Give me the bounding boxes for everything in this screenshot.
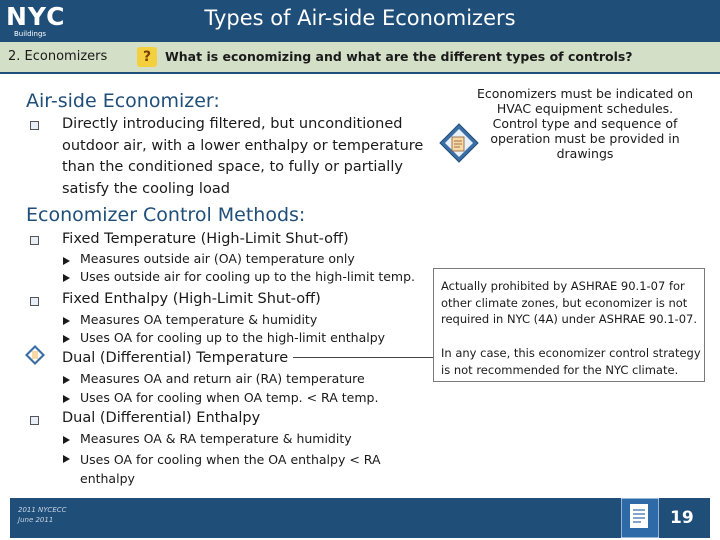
nyc-buildings-logo bbox=[6, 4, 92, 38]
method-fixed-enthalpy: Fixed Enthalpy (High-Limit Shut-off) bbox=[62, 291, 321, 307]
subheader-bar bbox=[0, 42, 720, 74]
footer-info bbox=[18, 505, 67, 525]
arrow-bullet-icon bbox=[63, 335, 70, 343]
method-fixed-temperature: Fixed Temperature (High-Limit Shut-off) bbox=[62, 231, 349, 247]
arrow-bullet-icon bbox=[63, 455, 70, 463]
page-number: 19 bbox=[670, 508, 694, 528]
logo-text: NYC bbox=[6, 2, 66, 31]
method-detail: Measures OA & RA temperature & humidity bbox=[80, 431, 352, 446]
heading-air-side-economizer: Air-side Economizer: bbox=[26, 90, 220, 112]
info-diamond-icon bbox=[24, 344, 46, 366]
method-dual-enthalpy: Dual (Differential) Enthalpy bbox=[62, 410, 261, 426]
footer-code: 2011 NYCECC bbox=[18, 506, 67, 514]
economizer-definition: Directly introducing filtered, but unconditioned outdoor air, with a lower enthalpy or temperature than the conditioned space, to fully or partially satisfy the cooling load bbox=[62, 116, 424, 197]
arrow-bullet-icon bbox=[63, 436, 70, 444]
method-detail: Uses outside air for cooling up to the high-limit temp. bbox=[80, 269, 415, 284]
square-bullet-icon bbox=[30, 236, 39, 245]
ashrae-callout-box bbox=[433, 268, 705, 382]
method-detail: Measures OA and return air (RA) temperature bbox=[80, 371, 365, 386]
page-title: Types of Air-side Economizers bbox=[204, 6, 516, 30]
page-subtitle: What is economizing and what are the different types of controls? bbox=[165, 49, 633, 64]
method-detail: Measures OA temperature & humidity bbox=[80, 312, 318, 327]
arrow-bullet-icon bbox=[63, 376, 70, 384]
ashrae-note-text: Actually prohibited by ASHRAE 90.1-07 for other climate zones, but economizer is not required in NYC (4A) under ASHRAE 90.1-07. bbox=[441, 279, 697, 326]
schedule-requirement-note: Economizers must be indicated on HVAC equipment schedules. Control type and sequence of operation must be provided in drawings bbox=[476, 86, 693, 161]
footer-date: June 2011 bbox=[18, 516, 54, 524]
callout-line bbox=[293, 357, 433, 358]
method-detail: Measures outside air (OA) temperature only bbox=[80, 251, 355, 266]
header-bar bbox=[0, 0, 720, 42]
method-dual-temperature: Dual (Differential) Temperature bbox=[62, 350, 289, 366]
square-bullet-icon bbox=[30, 121, 39, 130]
arrow-bullet-icon bbox=[63, 395, 70, 403]
arrow-bullet-icon bbox=[63, 257, 70, 265]
method-detail: Uses OA for cooling up to the high-limit enthalpy bbox=[80, 330, 386, 345]
arrow-bullet-icon bbox=[63, 317, 70, 325]
document-icon bbox=[621, 498, 659, 538]
question-icon: ? bbox=[137, 47, 157, 67]
method-detail: Uses OA for cooling when OA temp. < RA temp. bbox=[80, 390, 379, 405]
footer-bar bbox=[10, 498, 710, 538]
note-document-icon bbox=[438, 122, 480, 164]
square-bullet-icon bbox=[30, 297, 39, 306]
arrow-bullet-icon bbox=[63, 274, 70, 282]
method-detail: Uses OA for cooling when the OA enthalpy < RA enthalpy bbox=[80, 452, 381, 486]
square-bullet-icon bbox=[30, 416, 39, 425]
logo-subtext: Buildings bbox=[14, 30, 47, 38]
heading-control-methods: Economizer Control Methods: bbox=[26, 204, 306, 226]
section-label: 2. Economizers bbox=[8, 49, 108, 64]
ashrae-recommendation-text: In any case, this economizer control strategy is not recommended for the NYC climate. bbox=[441, 346, 701, 377]
